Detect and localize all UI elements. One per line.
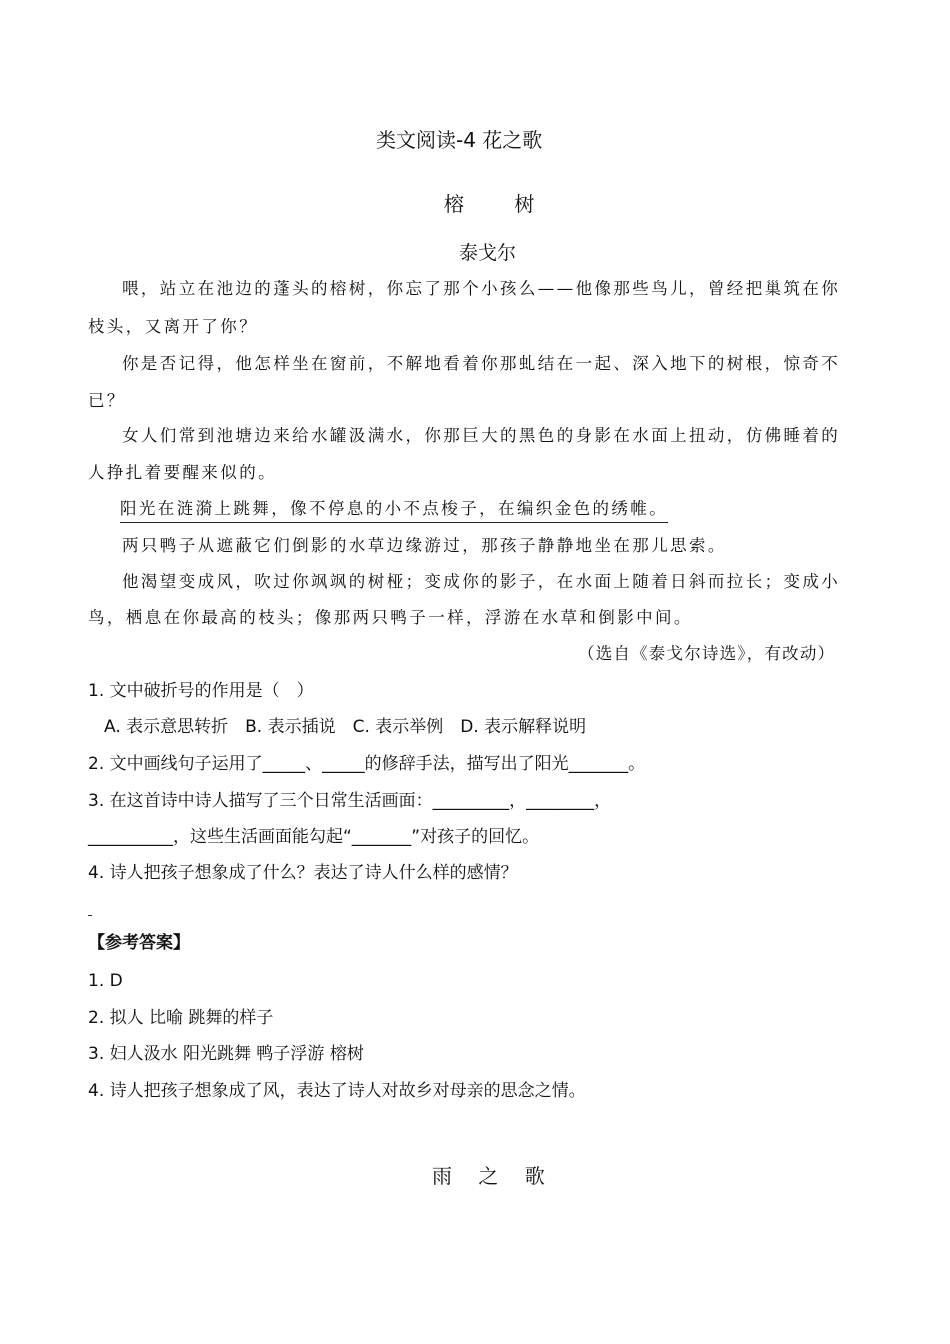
- question-3-line-1: 3. 在这首诗中诗人描写了三个日常生活画面：_________，________，: [88, 791, 612, 811]
- question-3-line-2: __________，这些生活画面能勾起“_______”对孩子的回忆。: [88, 827, 540, 847]
- poem-paragraph-6-line-2: 鸟，栖息在你最高的枝头；像那两只鸭子一样，浮游在水草和倒影中间。: [88, 608, 693, 627]
- question-4: 4. 诗人把孩子想象成了什么？表达了诗人什么样的感情？: [88, 863, 518, 883]
- poem-source: （选自《泰戈尔诗选》，有改动）: [578, 644, 836, 663]
- next-section-title: 雨 之 歌: [432, 1164, 555, 1188]
- question-1-options: A. 表示意思转折 B. 表示插说 C. 表示举例 D. 表示解释说明: [104, 717, 587, 737]
- answer-1: 1. D: [88, 971, 123, 991]
- answer-3: 3. 妇人汲水 阳光跳舞 鸭子浮游 榕树: [88, 1044, 364, 1064]
- question-1: 1. 文中破折号的作用是（ ）: [88, 681, 314, 701]
- question-2: 2. 文中画线句子运用了_____、_____的修辞手法，描写出了阳光_______。: [88, 754, 646, 774]
- poem-author: 泰戈尔: [459, 242, 517, 264]
- poem-paragraph-6-line-1: 他渴望变成风，吹过你飒飒的树桠；变成你的影子，在水面上随着日斜而拉长；变成小: [122, 572, 841, 591]
- poem-paragraph-3-line-1: 女人们常到池塘边来给水罐汲满水，你那巨大的黑色的身影在水面上扭动，仿佛睡着的: [122, 426, 841, 445]
- answer-2: 2. 拟人 比喻 跳舞的样子: [88, 1008, 274, 1028]
- poem-paragraph-1-line-2: 枝头，又离开了你？: [88, 317, 259, 336]
- poem-title: 榕 树: [444, 192, 557, 216]
- poem-paragraph-1-line-1: 喂，站立在池边的蓬头的榕树，你忘了那个小孩么——他像那些鸟儿，曾经把巢筑在你: [122, 279, 841, 298]
- answers-heading: 【参考答案】: [88, 933, 190, 953]
- answer-4: 4. 诗人把孩子想象成了风，表达了诗人对故乡对母亲的思念之情。: [88, 1081, 586, 1101]
- poem-paragraph-3-line-2: 人挣扎着要醒来似的。: [88, 463, 277, 482]
- poem-paragraph-2-line-1: 你是否记得，他怎样坐在窗前，不解地看着你那虬结在一起、深入地下的树根，惊奇不: [122, 354, 841, 373]
- page-title: 类文阅读-4 花之歌: [376, 128, 543, 152]
- stray-mark: [88, 915, 92, 916]
- poem-paragraph-4-underlined: 阳光在涟漪上跳舞，像不停息的小不点梭子，在编织金色的绣帷。: [120, 497, 668, 523]
- poem-paragraph-2-line-2: 已？: [88, 391, 126, 410]
- poem-paragraph-5: 两只鸭子从遮蔽它们倒影的水草边缘游过，那孩子静静地坐在那儿思索。: [122, 536, 727, 555]
